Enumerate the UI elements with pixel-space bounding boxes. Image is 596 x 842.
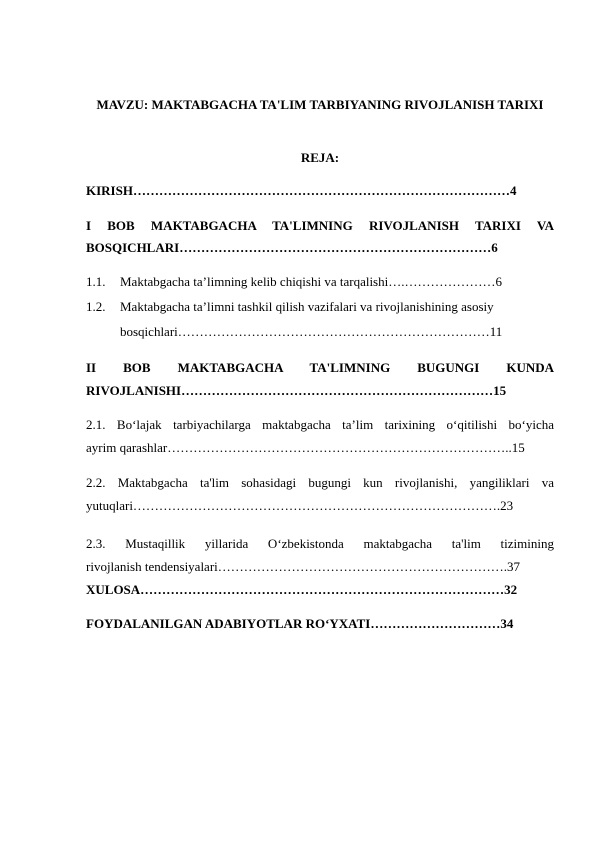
section-title: Maktabgacha ta’limning kelib chiqishi va tarqalishi….…………………6	[120, 274, 502, 289]
toc-entry-references: FOYDALANILGAN ADABIYOTLAR RO‘YXATI…………………………34	[86, 616, 514, 631]
toc-entry-section-1-2	[86, 299, 554, 315]
toc-entry-chapter-1-line1: I BOB MAKTABGACHA TA'LIMNING RIVOJLANISH TARIXI VA	[86, 218, 554, 233]
section-number: 1.1.	[86, 274, 106, 289]
toc-entry-section-2-3-line1: 2.3. Mustaqillik yillarida O‘zbekistonda maktabgacha ta'lim tizimining	[86, 536, 554, 551]
toc-entry-section-1-2-line2: bosqichlari………………………………………………………………11	[120, 324, 503, 339]
section-title: Maktabgacha ta’limni tashkil qilish vazifalari va rivojlanishining asosiy	[120, 299, 494, 314]
toc-entry-section-2-3-line2: rivojlanish tendensiyalari………………………………………………………….37	[86, 559, 521, 574]
toc-entry-section-1-1	[86, 274, 554, 290]
toc-entry-chapter-1-line2: BOSQICHLARI………………………………………………………………6	[86, 240, 498, 255]
toc-entry-section-2-1-line1: 2.1. Bo‘lajak tarbiyachilarga maktabgacha ta’lim tarixining o‘qitilishi bo‘yicha	[86, 417, 554, 432]
toc-entry-chapter-2-line1: II BOB MAKTABGACHA TA'LIMNING BUGUNGI KUNDA	[86, 360, 554, 375]
toc-entry-conclusion: XULOSA…………………………………………………………………………32	[86, 582, 518, 597]
toc-entry-chapter-2-line2: RIVOJLANISHI………………………………………………………………15	[86, 383, 507, 398]
toc-entry-section-2-2-line2: yutuqlari………………………………………………………………………….23	[86, 498, 514, 513]
toc-entry-section-2-2-line1: 2.2. Maktabgacha ta'lim sohasidagi bugungi kun rivojlanishi, yangiliklari va	[86, 475, 554, 490]
document-title: MAVZU: MAKTABGACHA TA'LIM TARBIYANING RIVOJLANISH TARIXI	[96, 97, 544, 112]
plan-heading: REJA:	[300, 150, 340, 165]
section-number: 1.2.	[86, 299, 106, 314]
toc-entry-introduction: KIRISH……………………………………………………………………………4	[86, 183, 517, 198]
toc-entry-section-2-1-line2: ayrim qarashlar……………………………………………………………………..15	[86, 440, 525, 455]
